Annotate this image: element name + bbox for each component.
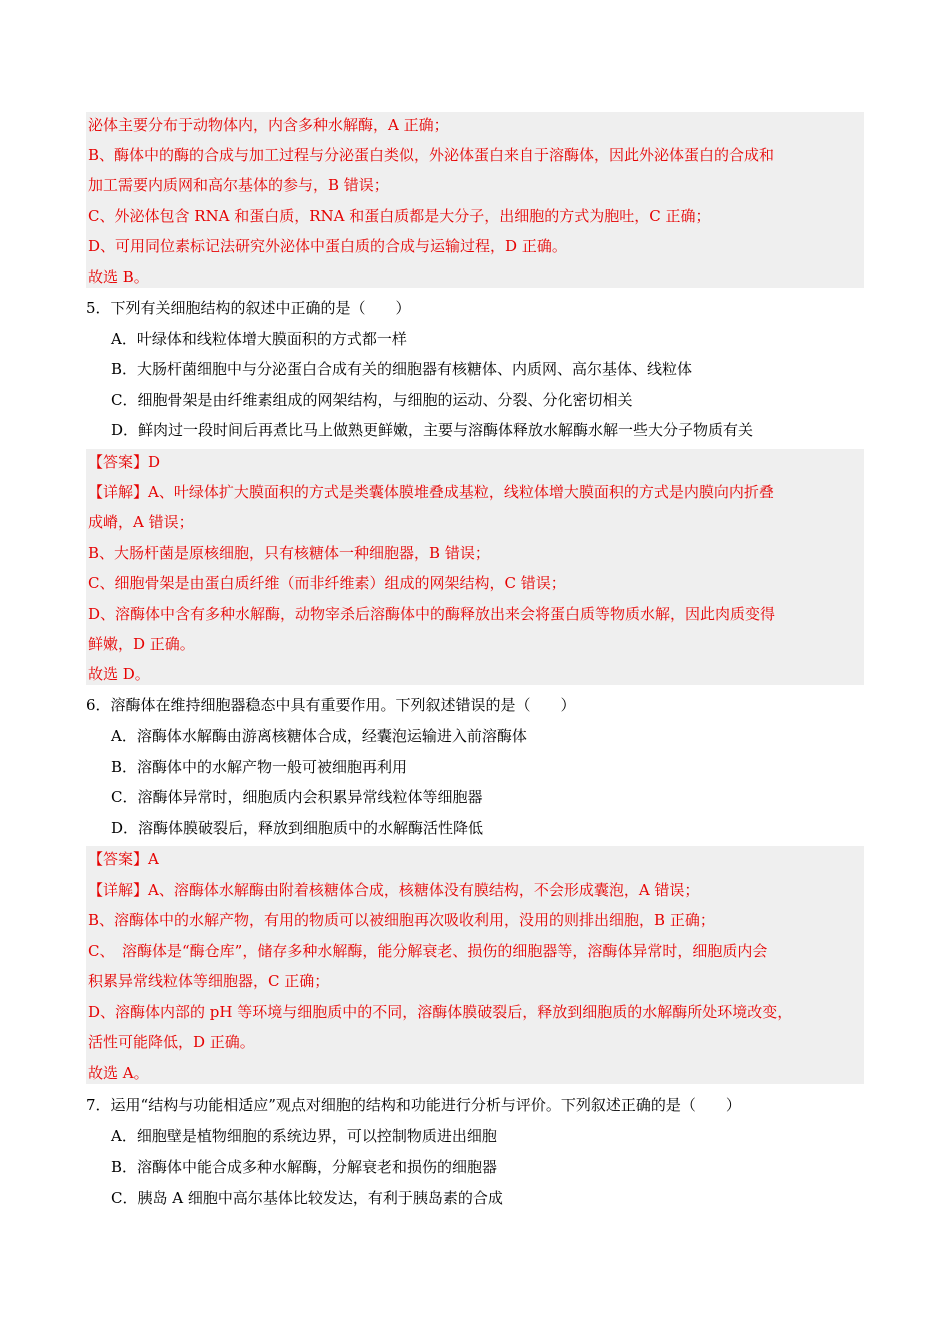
question-7-option-c: C．胰岛 A 细胞中高尔基体比较发达，有利于胰岛素的合成 [111,1189,503,1207]
question-6-option-d: D．溶酶体膜破裂后，释放到细胞质中的水解酶活性降低 [111,819,484,837]
question-5-option-a: A．叶绿体和线粒体增大膜面积的方式都一样 [111,330,407,348]
explanation-line: D、溶酶体中含有多种水解酶，动物宰杀后溶酶体中的酶释放出来会将蛋白质等物质水解，因此肉质变得 [88,605,776,623]
question-7-option-a: A．细胞壁是植物细胞的系统边界，可以控制物质进出细胞 [111,1127,497,1145]
question-5-option-d: D．鲜肉过一段时间后再煮比马上做熟更鲜嫩，主要与溶酶体释放水解酶水解一些大分子物质有关 [111,421,754,439]
question-5-option-b: B．大肠杆菌细胞中与分泌蛋白合成有关的细胞器有核糖体、内质网、高尔基体、线粒体 [111,360,693,378]
answer-block-q5 [86,449,864,685]
explanation-line: D、溶酶体内部的 pH 等环境与细胞质中的不同，溶酶体膜破裂后，释放到细胞质的水解酶所处环境改变， [88,1003,793,1021]
explanation-line: 积累异常线粒体等细胞器，C 正确； [88,972,330,990]
question-5-stem: 5．下列有关细胞结构的叙述中正确的是（ ） [86,299,411,317]
explanation-line: 成嵴，A 错误； [88,513,194,531]
explanation-line: 故选 D。 [88,665,150,683]
explanation-line: 加工需要内质网和高尔基体的参与，B 错误； [88,176,389,194]
question-6-option-b: B．溶酶体中的水解产物一般可被细胞再利用 [111,758,408,776]
explanation-line: C、细胞骨架是由蛋白质纤维（而非纤维素）组成的网架结构，C 错误； [88,574,566,592]
explanation-line: 鲜嫩，D 正确。 [88,635,195,653]
explanation-line: 活性可能降低，D 正确。 [88,1033,255,1051]
question-7-stem: 7．运用“结构与功能相适应”观点对细胞的结构和功能进行分析与评价。下列叙述正确的是（ ） [86,1096,741,1114]
explanation-line: 故选 A。 [88,1064,149,1082]
question-6-option-c: C．溶酶体异常时，细胞质内会积累异常线粒体等细胞器 [111,788,483,806]
explanation-line: 故选 B。 [88,268,149,286]
question-5-option-c: C．细胞骨架是由纤维素组成的网架结构，与细胞的运动、分裂、分化密切相关 [111,391,633,409]
answer-block-q6 [86,846,864,1084]
answer-label: 【答案】D [88,453,161,471]
question-7-option-b: B．溶酶体中能合成多种水解酶，分解衰老和损伤的细胞器 [111,1158,498,1176]
question-6-option-a: A．溶酶体水解酶由游离核糖体合成，经囊泡运输进入前溶酶体 [111,727,527,745]
explanation-line: 【详解】A、叶绿体扩大膜面积的方式是类囊体膜堆叠成基粒，线粒体增大膜面积的方式是内膜向内折叠 [88,483,774,501]
question-6-stem: 6．溶酶体在维持细胞器稳态中具有重要作用。下列叙述错误的是（ ） [86,696,576,714]
explanation-line: C、外泌体包含 RNA 和蛋白质，RNA 和蛋白质都是大分子，出细胞的方式为胞吐，C 正确； [88,207,711,225]
explanation-line: B、溶酶体中的水解产物，有用的物质可以被细胞再次吸收利用，没用的则排出细胞，B 正确； [88,911,715,929]
explanation-line: 【详解】A、溶酶体水解酶由附着核糖体合成，核糖体没有膜结构，不会形成囊泡，A 错误； [88,881,700,899]
explanation-line: 泌体主要分布于动物体内，内含多种水解酶，A 正确； [88,116,449,134]
explanation-line: B、大肠杆菌是原核细胞，只有核糖体一种细胞器，B 错误； [88,544,490,562]
explanation-line: B、酶体中的酶的合成与加工过程与分泌蛋白类似，外泌体蛋白来自于溶酶体，因此外泌体蛋白的合成和 [88,146,775,164]
explanation-line: D、可用同位素标记法研究外泌体中蛋白质的合成与运输过程，D 正确。 [88,237,567,255]
answer-label: 【答案】A [88,850,159,868]
explanation-block-q4 [86,112,864,288]
explanation-line: C、 溶酶体是“酶仓库”，储存多种水解酶，能分解衰老、损伤的细胞器等，溶酶体异常时，细胞质内会 [88,942,768,960]
